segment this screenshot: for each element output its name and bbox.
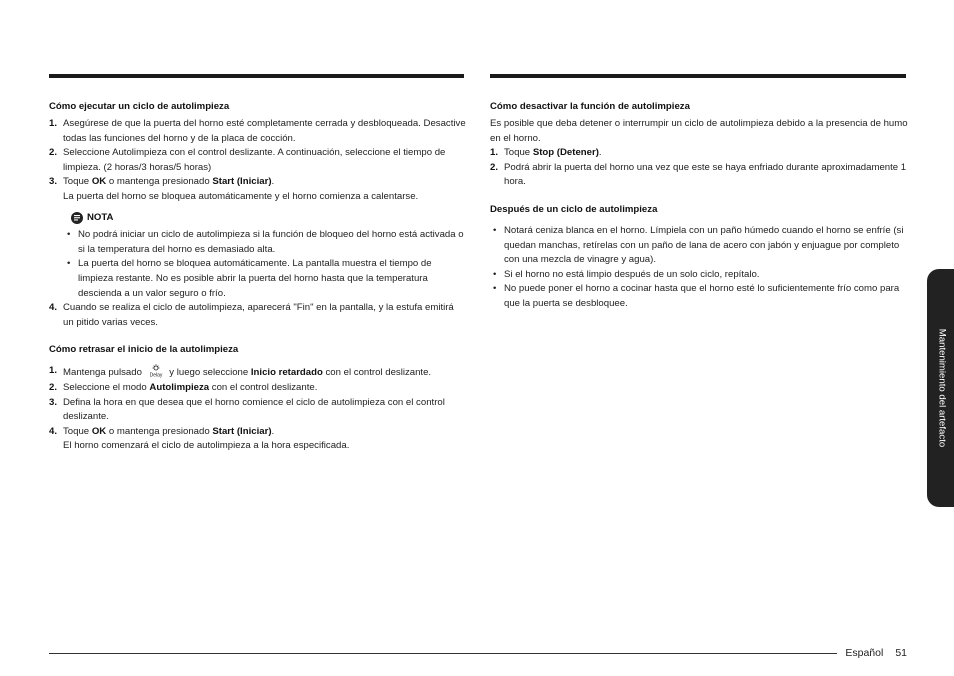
step-number: 4. (49, 302, 58, 314)
steps-list (49, 364, 467, 454)
step-number: 1. (49, 118, 58, 129)
note-bullets (49, 228, 467, 301)
steps-list (490, 146, 910, 190)
step-number: 1. (49, 365, 58, 377)
step-number: 4. (49, 425, 58, 437)
step-text: con el control deslizante. (322, 367, 432, 379)
left-header-rule (49, 74, 464, 78)
step-number: 3. (49, 176, 58, 188)
step-text: Podrá abrir la puerta del horno una vez que este se haya enfriado durante aproximadamente 1 hora. (504, 161, 907, 188)
stop-key-label: Stop (Detener) (532, 147, 599, 159)
section-stop-self-clean (490, 100, 910, 190)
after-bullets (490, 224, 910, 312)
section-heading: Cómo retrasar el inicio de la autolimpieza (49, 344, 239, 356)
delay-icon-label: Delay (149, 372, 163, 379)
step-item (490, 146, 910, 161)
section-after-self-clean (490, 203, 910, 312)
step-subtext: La puerta del horno se bloquea automáticamente y el horno comienza a calentarse. (63, 190, 419, 202)
step-text: Seleccione el modo (63, 381, 150, 393)
steps-list-continued (49, 301, 467, 330)
step-item (49, 396, 467, 425)
ok-key-label: OK (91, 425, 107, 437)
step-text: Cuando se realiza el ciclo de autolimpieza, aparecerá "Fin" en la pantalla, y la estufa emitirá un pitido varias veces. (63, 302, 454, 328)
note-label: NOTA (87, 211, 114, 223)
step-text: o mantenga presionado (106, 176, 213, 188)
step-text: Mantenga pulsado (63, 367, 145, 379)
step-number: 2. (49, 147, 58, 159)
bullet-item: • Si el horno no está limpio después de un solo ciclo, repítalo. (490, 268, 910, 283)
step-item (49, 117, 467, 146)
note-bullet: • No podrá iniciar un ciclo de autolimpieza si la función de bloqueo del horno está activada o si la temperatura del horno es demasiado alta. (64, 228, 467, 257)
section-run-self-clean (49, 100, 467, 330)
step-subtext: El horno comenzará el ciclo de autolimpieza a la hora especificada. (63, 440, 350, 452)
bullet-item: • Notará ceniza blanca en el horno. Límpiela con un paño húmedo cuando el horno se enfríe (si quedan manchas, retírelas con un paño de lana de acero con jabón y enjuague por completo con una mezcla de vinagre y agua). (490, 224, 910, 268)
right-column (490, 100, 910, 325)
step-item (490, 161, 910, 190)
footer-language: Español (845, 647, 884, 659)
note-callout (71, 211, 467, 226)
step-text: Defina la hora en que desea que el horno comience el ciclo de autolimpieza con el control deslizante. (63, 396, 445, 423)
step-text: o mantenga presionado (106, 425, 213, 437)
bullet-item: • No puede poner el horno a cocinar hasta que el horno esté lo suficientemente frío como para que la puerta se desbloquee. (490, 282, 910, 311)
step-item (49, 381, 467, 396)
page-number: 51 (895, 647, 907, 659)
step-number: 2. (49, 381, 58, 393)
chapter-side-tab (927, 269, 954, 507)
step-item (49, 425, 467, 454)
step-text: Seleccione Autolimpieza con el control deslizante. A continuación, seleccione el tiempo de limpieza. (2 horas/3 horas/5 horas) (63, 147, 446, 173)
delay-icon (145, 364, 167, 378)
step-text: . (598, 147, 602, 159)
footer-rule (49, 653, 837, 654)
chapter-tab-label: Mantenimiento del artefacto (935, 328, 947, 448)
section-heading: Después de un ciclo de autolimpieza (490, 203, 658, 215)
step-text: . (271, 425, 275, 437)
step-text: Toque (504, 147, 533, 159)
step-item (49, 301, 467, 330)
step-number: 3. (49, 396, 58, 408)
left-column (49, 100, 467, 467)
section-heading: Cómo desactivar la función de autolimpieza (490, 101, 690, 112)
step-bold: Autolimpieza (149, 381, 210, 393)
ok-key-label: OK (91, 176, 107, 188)
step-number: 2. (490, 161, 499, 173)
step-text: . (271, 176, 275, 188)
step-text: Toque (63, 176, 92, 188)
step-text: Toque (63, 425, 92, 437)
step-text: Asegúrese de que la puerta del horno esté completamente cerrada y desbloqueada. Desactive todas las funciones del horno y de la placa de cocción. (63, 118, 466, 144)
note-icon (71, 212, 83, 224)
step-item (49, 175, 467, 204)
step-number: 1. (490, 147, 499, 159)
step-text: con el control deslizante. (209, 381, 318, 393)
page-footer (845, 646, 907, 661)
start-key-label: Start (Iniciar) (212, 425, 272, 437)
section-delay-self-clean (49, 343, 467, 454)
step-text: y luego seleccione (166, 367, 251, 379)
right-header-rule (490, 74, 906, 78)
step-item (49, 364, 467, 381)
section-intro: Es posible que deba detener o interrumpir un ciclo de autolimpieza debido a la presencia de humo en el horno. (490, 118, 908, 144)
start-key-label: Start (Iniciar) (212, 176, 272, 188)
steps-list (49, 117, 467, 205)
step-bold: Inicio retardado (250, 367, 323, 379)
note-bullet: • La puerta del horno se bloquea automáticamente. La pantalla muestra el tiempo de limpieza restante. No es posible abrir la puerta del horno hasta que la temperatura descienda a un valor seguro o frío. (64, 257, 467, 301)
section-heading: Cómo ejecutar un ciclo de autolimpieza (49, 101, 230, 112)
step-item (49, 146, 467, 175)
